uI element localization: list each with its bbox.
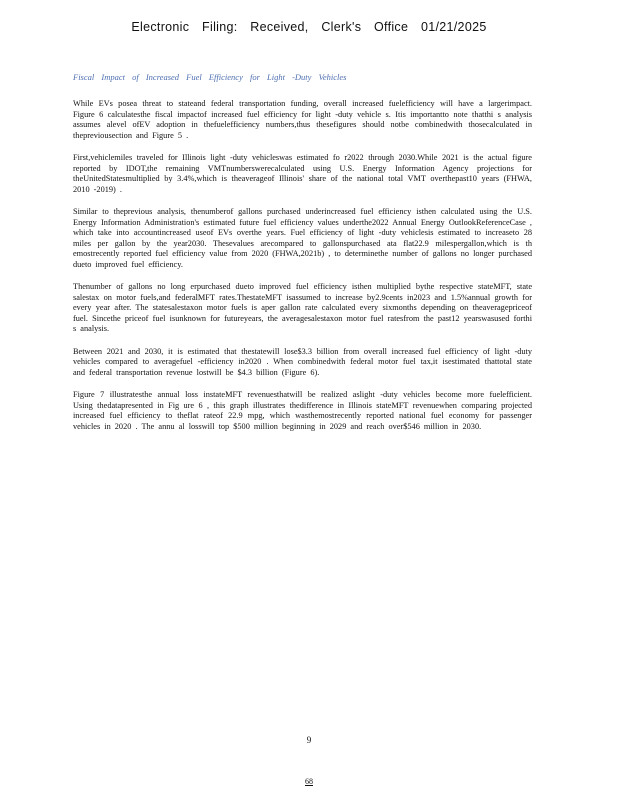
paragraph-revenue-loss: Between 2021 and 2030, it is estimated that thestatewill lose$3.3 billion from overall increased fuel efficiency of light -duty vehicles compared to averagefuel -efficiency in2020 . When combinedwith federal motor fuel tax,it isestimated thattotal state and federal transportation revenue lostwill be $4.3 billion (Figure 6).: [73, 346, 532, 377]
paragraph-intro: While EVs posea threat to stateand federal transportation funding, overall increased fuelefficiency will have a largerimpact. Figure 6 calculatesthe fiscal impactof increased fuel efficiency for light -duty vehicle s. Itis importantto note thatthi s analysis assumes alevel ofEV adoption in thefuelefficiency numbers,thus thesefigures should notbe combinedwith thosecalculated in thepreviousection and Figure 5 .: [73, 99, 532, 140]
paragraph-vmt: First,vehiclemiles traveled for Illinois light -duty vehicleswas estimated fo r2022 through 2030.While 2021 is the actual figure reported by IDOT,the remaining VMTnumberswerecalculated using U.S. Energy Information Agency projections for theUnitedStatesmultiplied by 3.4%,which is theaverageof Illinois' share of the national total VMT overthepast10 years (FHWA, 2010 -2019) .: [73, 153, 532, 194]
bates-number-footer: [0, 777, 618, 786]
paragraph-fuel-efficiency: Similar to theprevious analysis, thenumberof gallons purchased underincreased fuel efficiency isthen calculated using the U.S. Energy Information Administration's estimated future fuel efficiency values underthe2022 Annual Energy OutlookReferenceCase , which take into accountincreased useof EVs overthe years. Fuel efficiency of light -duty vehiclesis estimated to increaseto 28 miles per gallon by the year2030. Thesevalues arecompared to gallonspurchased ata flat22.9 milespergallon,which is th emostrecently reported fuel efficiency value from 2020 (FHWA,2021b) , to determinethe number of gallons no longer purchased dueto improved fuel efficiency.: [73, 207, 533, 269]
paragraph-figure-7: Figure 7 illustratesthe annual loss instateMFT revenuesthatwill be realized aslight -duty vehicles become more fuelefficient. Using thedatapresented in Fig ure 6 , this graph illustrates thedifference in Illinois stateMFT revenuewhen comparing projected increased fuel efficiency to theflat rateof 22.9 mpg, which wasthemostrecently reported national fuel economy for passenger vehicles in 2020 . The annu al losswill top $500 million beginning in 2029 and reach over$546 million in 2030.: [73, 390, 532, 431]
page-number: 9: [306, 735, 312, 745]
paragraph-tax-rates: Thenumber of gallons no long erpurchased dueto improved fuel efficiency isthen multiplied bythe respective stateMFT, state salestax on motor fuels,and federalMFT rates.ThestateMFT isassumed to increase by2.9cents in2023 and 1.5%annual growth for every year after. The statesalestaxon motor fuels is aper gallon rate calculated every sixmonths depending on theaveragepriceof fuel. Sincethe priceof fuel isunknown for futureyears, the averagesalestaxon motor fuel ratesfrom the past12 yearswasused forthi s analysis.: [73, 282, 532, 333]
filing-stamp-header: Electronic Filing: Received, Clerk's Office 01/21/2025: [131, 20, 487, 34]
section-title: Fiscal Impact of Increased Fuel Efficiency for Light -Duty Vehicles: [73, 72, 347, 82]
document-body: [73, 72, 532, 444]
bates-number: 68: [305, 777, 313, 786]
